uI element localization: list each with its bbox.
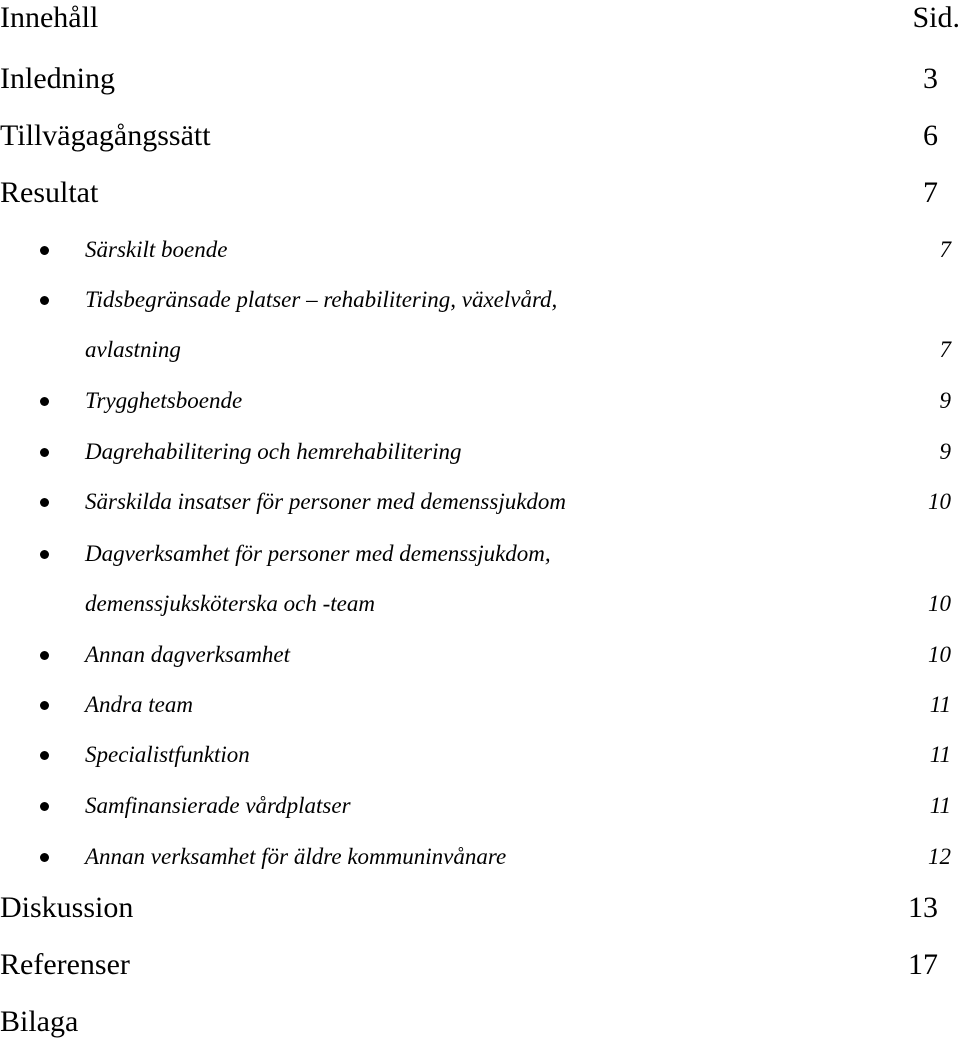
entry-page: 7 (939, 337, 951, 362)
entry-page: 3 (923, 62, 938, 95)
entry-title: Specialistfunktion (85, 742, 250, 767)
toc-subentry (0, 540, 960, 568)
toc-subentry (0, 691, 960, 719)
toc-entry-diskussion (0, 890, 960, 926)
entry-page: 13 (908, 891, 938, 924)
toc-subentry (0, 236, 960, 264)
bullet-icon (40, 397, 49, 406)
toc-entry-bilaga (0, 1004, 960, 1040)
entry-title: Dagrehabilitering och hemrehabilitering (85, 439, 462, 464)
entry-page: 7 (939, 237, 951, 262)
toc-entry-inledning (0, 61, 960, 97)
entry-page: 11 (929, 692, 951, 717)
bullet-icon (40, 802, 49, 811)
bullet-icon (40, 751, 49, 760)
entry-page: 17 (908, 948, 938, 981)
entry-title: avlastning (85, 337, 181, 362)
bullet-icon (40, 498, 49, 507)
entry-title: Resultat (0, 176, 99, 209)
entry-page: 9 (939, 439, 951, 464)
entry-page: 12 (928, 844, 951, 869)
bullet-icon (40, 550, 49, 559)
bullet-icon (40, 296, 49, 305)
bullet-icon (40, 701, 49, 710)
entry-title: Andra team (85, 692, 193, 717)
entry-title: Bilaga (0, 1005, 79, 1038)
entry-page: 11 (929, 742, 951, 767)
entry-title: Dagverksamhet för personer med demenssjukdom, (85, 541, 551, 566)
toc-subentry-continuation (0, 590, 960, 618)
page-column-label: Sid. (912, 1, 960, 34)
toc-subentry (0, 792, 960, 820)
entry-page: 10 (928, 489, 951, 514)
entry-title: Annan verksamhet för äldre kommuninvånare (85, 844, 507, 869)
entry-title: Diskussion (0, 891, 134, 924)
entry-page: 10 (928, 591, 951, 616)
bullet-icon (40, 651, 49, 660)
entry-title: Referenser (0, 948, 130, 981)
entry-title: Särskilt boende (85, 237, 228, 262)
entry-page: 9 (939, 388, 951, 413)
entry-title: Trygghetsboende (85, 388, 243, 413)
bullet-icon (40, 246, 49, 255)
toc-entry-resultat (0, 175, 960, 211)
entry-title: Annan dagverksamhet (85, 642, 291, 667)
toc-entry-tillvagagangssatt (0, 118, 960, 154)
entry-page: 11 (929, 793, 951, 818)
entry-page: 6 (923, 119, 938, 152)
toc-subentry (0, 387, 960, 415)
toc-header (0, 0, 960, 36)
toc-subentry (0, 286, 960, 314)
entry-title: Tillvägagångssätt (0, 119, 211, 152)
entry-title: Tidsbegränsade platser – rehabilitering, växelvård, (85, 287, 558, 312)
toc-subentry (0, 843, 960, 871)
toc-subentry (0, 741, 960, 769)
toc-subentry-continuation (0, 336, 960, 364)
toc-subentry (0, 438, 960, 466)
entry-title: Särskilda insatser för personer med demenssjukdom (85, 489, 567, 514)
entry-title: Inledning (0, 62, 115, 95)
toc-subentry (0, 641, 960, 669)
entry-title: Samfinansierade vårdplatser (85, 793, 351, 818)
toc-subentry (0, 488, 960, 516)
toc-entry-referenser (0, 947, 960, 983)
entry-page: 7 (923, 176, 938, 209)
toc-heading: Innehåll (0, 1, 99, 34)
bullet-icon (40, 853, 49, 862)
entry-title: demenssjuksköterska och -team (85, 591, 375, 616)
bullet-icon (40, 448, 49, 457)
entry-page: 10 (928, 642, 951, 667)
